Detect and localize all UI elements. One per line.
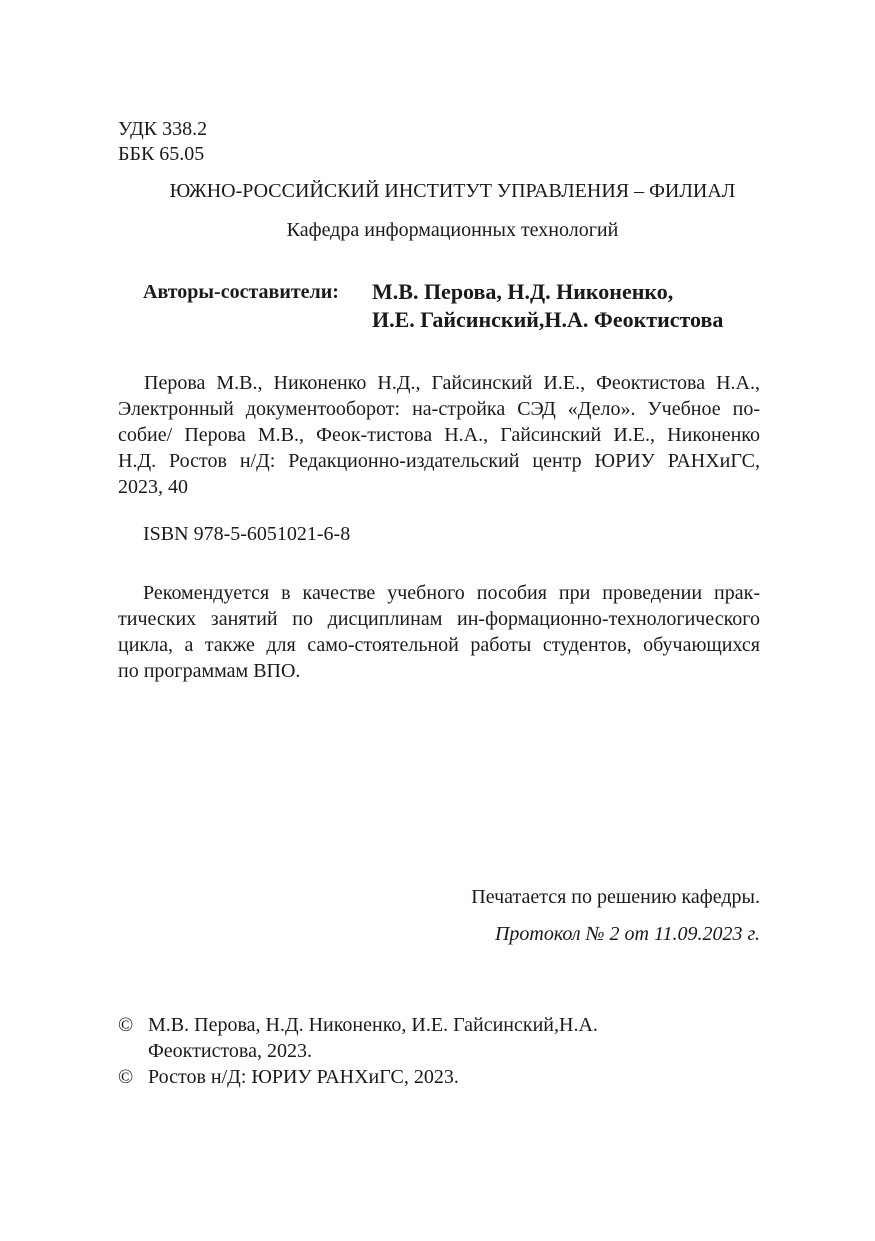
copyright-block [118, 1012, 758, 1090]
copyright-symbol: © [118, 1014, 134, 1036]
copyright-publisher-text: Ростов н/Д: ЮРИУ РАНХиГС, 2023. [148, 1066, 459, 1088]
copyright-publisher [118, 1064, 758, 1090]
biblio-line: собие/ Перова М.В., Феок-тистова Н.А., Гайсинский И.Е., Никоненко [118, 424, 760, 446]
institute-name: ЮЖНО-РОССИЙСКИЙ ИНСТИТУТ УПРАВЛЕНИЯ – ФИЛИАЛ [169, 180, 736, 202]
recommendation-line: Рекомендуется в качестве учебного пособия при проведении прак- [143, 582, 760, 604]
classification-codes [118, 117, 418, 167]
authors-line-1: М.В. Перова, Н.Д. Никоненко, [372, 279, 674, 304]
biblio-line: Перова М.В., Никоненко Н.Д., Гайсинский И.Е., Феоктистова Н.А., [144, 372, 760, 394]
copyright-authors-line-1: М.В. Перова, Н.Д. Никоненко, И.Е. Гайсинский,Н.А. [148, 1014, 598, 1036]
biblio-line: Н.Д. Ростов н/Д: Редакционно-издательский центр ЮРИУ РАНХиГС, [118, 450, 760, 472]
recommendation-line: цикла, а также для само-стоятельной работы студентов, обучающихся [118, 634, 760, 656]
bibliographic-description [118, 370, 760, 500]
authors-line-2: И.Е. Гайсинский,Н.А. Феоктистова [372, 307, 724, 332]
biblio-line: Электронный документооборот: на-стройка СЭД «Дело». Учебное по- [118, 398, 760, 420]
printed-note: Печатается по решению кафедры. [471, 886, 760, 908]
biblio-line: 2023, 40 [118, 476, 188, 498]
protocol-note: Протокол № 2 от 11.09.2023 г. [494, 923, 760, 945]
recommendation-line: тических занятий по дисциплинам ин-формационно-технологического [118, 608, 760, 630]
recommendation-line: по программам ВПО. [118, 660, 301, 682]
bbk-code: ББК 65.05 [118, 143, 205, 165]
copyright-symbol: © [118, 1066, 134, 1088]
department-name: Кафедра информационных технологий [286, 219, 619, 241]
authors-names [372, 278, 723, 334]
isbn: ISBN 978-5-6051021-6-8 [143, 523, 351, 545]
udk-code: УДК 338.2 [118, 118, 208, 140]
authors-label: Авторы-составители: [143, 281, 339, 303]
copyright-authors-line-2: Феоктистова, 2023. [148, 1040, 312, 1062]
copyright-authors [118, 1012, 758, 1064]
recommendation-paragraph [118, 580, 760, 684]
